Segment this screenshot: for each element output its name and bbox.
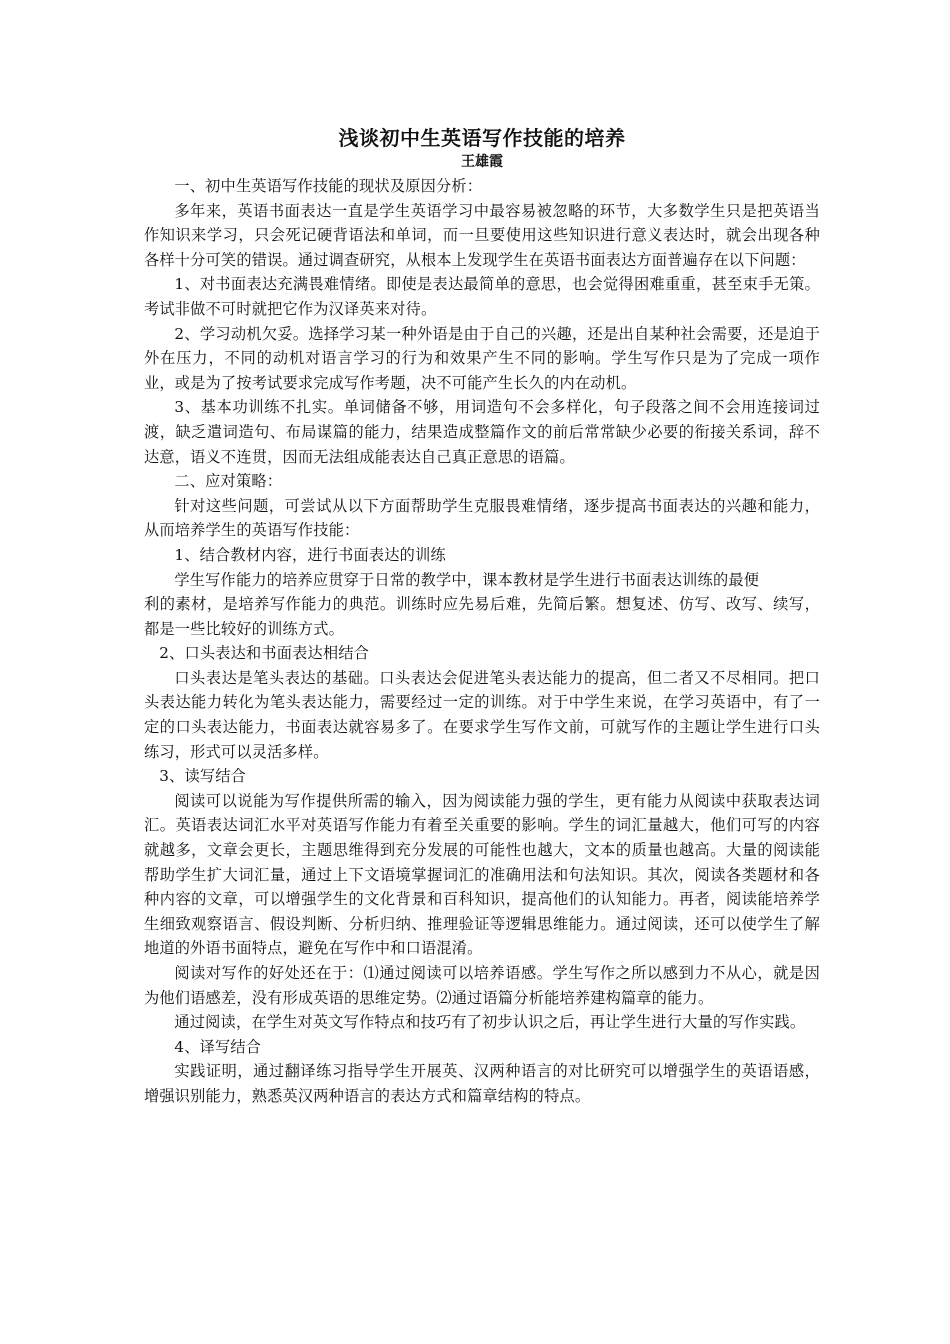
subsection-heading: 2、口头表达和书面表达相结合	[159, 644, 370, 663]
subsection-heading: 1、结合教材内容，进行书面表达的训练	[174, 545, 446, 564]
subsection-heading: 3、读写结合	[159, 767, 246, 786]
document-page	[144, 124, 820, 1109]
paragraph: 2、学习动机欠妥。选择学习某一种外语是由于自己的兴趣，还是出自某种社会需要，还是迫于外在压力，不同的动机对语言学习的行为和效果产生不同的影响。学生写作只是为了完成一项作业，或是为了按考试要求完成写作考题，决不可能产生长久的内在动机。	[144, 324, 820, 392]
paragraph: 3、基本功训练不扎实。单词储备不够，用词造句不会多样化，句子段落之间不会用连接词过渡，缺乏遣词造句、布局谋篇的能力，结果造成整篇作文的前后常常缺少必要的衔接关系词，辞不达意，语义不连贯，因而无法组成能表达自己真正意思的语篇。	[144, 398, 820, 466]
paragraph: 学生写作能力的培养应贯穿于日常的教学中，课本教材是学生进行书面表达训练的最便	[174, 570, 760, 589]
paragraph: 阅读对写作的好处还在于：⑴通过阅读可以培养语感。学生写作之所以感到力不从心，就是因为他们语感差，没有形成英语的思维定势。⑵通过语篇分析能培养建构篇章的能力。	[144, 964, 820, 1007]
paragraph: 针对这些问题，可尝试从以下方面帮助学生克服畏难情绪，逐步提高书面表达的兴趣和能力，从而培养学生的英语写作技能：	[144, 496, 820, 540]
section-heading-2: 二、应对策略：	[174, 472, 283, 491]
paragraph: 阅读可以说能为写作提供所需的输入，因为阅读能力强的学生，更有能力从阅读中获取表达词汇。英语表达词汇水平对英语写作能力有着至关重要的影响。学生的词汇量越大，他们可写的内容就越多，文章会更长，主题思维得到充分发展的可能性也越大，文本的质量也越高。大量的阅读能帮助学生扩大词汇量，通过上下文语境掌握词汇的准确用法和句法知识。其次，阅读各类题材和各种内容的文章，可以增强学生的文化背景和百科知识，提高他们的认知能力。再者，阅读能培养学生细致观察语言、假设判断、分析归纳、推理验证等逻辑思维能力。通过阅读，还可以使学生了解地道的外语书面特点，避免在写作中和口语混淆。	[144, 791, 820, 958]
paragraph: 1、对书面表达充满畏难情绪。即使是表达最简单的意思，也会觉得困难重重，甚至束手无策。考试非做不可时就把它作为汉译英来对待。	[144, 275, 820, 318]
document-author: 王雄霞	[461, 154, 503, 170]
paragraph: 通过阅读，在学生对英文写作特点和技巧有了初步认识之后，再让学生进行大量的写作实践。	[174, 1013, 806, 1032]
paragraph: 实践证明，通过翻译练习指导学生开展英、汉两种语言的对比研究可以增强学生的英语语感，增强识别能力，熟悉英汉两种语言的表达方式和篇章结构的特点。	[144, 1062, 820, 1105]
document-title: 浅谈初中生英语写作技能的培养	[338, 126, 626, 150]
section-heading-1: 一、初中生英语写作技能的现状及原因分析：	[174, 177, 483, 195]
paragraph: 口头表达是笔头表达的基础。口头表达会促进笔头表达能力的提高，但二者又不尽相同。把口头表达能力转化为笔头表达能力，需要经过一定的训练。对于中学生来说，在学习英语中，有了一定的口头表达能力，书面表达就容易多了。在要求学生写作文前，可就写作的主题让学生进行口头练习，形式可以灵活多样。	[144, 668, 820, 761]
paragraph: 多年来，英语书面表达一直是学生英语学习中最容易被忽略的环节，大多数学生只是把英语当作知识来学习，只会死记硬背语法和单词，而一旦要使用这些知识进行意义表达时，就会出现各种各样十分可笑的错误。通过调查研究，从根本上发现学生在英语书面表达方面普遍存在以下问题：	[144, 201, 820, 269]
paragraph-continuation: 利的素材，是培养写作能力的典范。训练时应先易后难，先简后繁。想复述、仿写、改写、续写，都是一些比较好的训练方式。	[144, 595, 820, 638]
subsection-heading: 4、译写结合	[174, 1037, 262, 1056]
